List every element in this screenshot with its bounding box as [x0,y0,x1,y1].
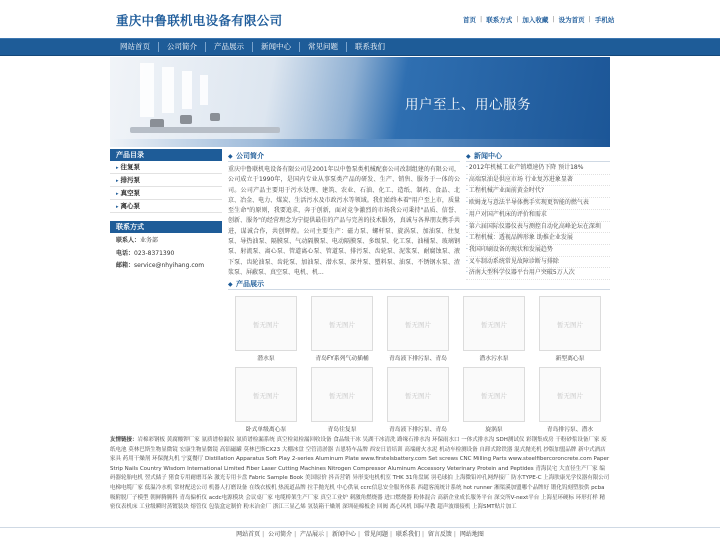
products-heading-bar [228,278,610,290]
footer-link-feedback[interactable]: 留言反馈 [427,531,452,538]
placeholder-text: 暂无图片 [329,321,355,329]
arrow-right-icon: ▸ [116,165,119,171]
banner [110,57,610,147]
product-image-placeholder[interactable] [311,367,373,422]
nav-contact[interactable]: 联系我们 [355,42,385,51]
news-item[interactable] [466,198,610,210]
product-card[interactable] [456,364,532,435]
section-bullet-icon: ◆ [228,281,233,288]
news-item[interactable] [466,186,610,198]
footer-link-about[interactable]: 公司简介 [268,531,293,538]
footer-link-faq[interactable]: 常见问题 [363,531,388,538]
contact-row [116,235,216,248]
placeholder-text: 暂无图片 [557,321,583,329]
product-image-placeholder[interactable] [539,367,601,422]
product-card[interactable] [304,364,380,435]
product-image-placeholder[interactable] [463,367,525,422]
product-name[interactable]: 青岛FY系列气动插桶 [315,356,369,362]
product-name[interactable]: 卧式单级离心泵 [245,427,287,433]
placeholder-text: 暂无图片 [329,392,355,400]
nav-home[interactable]: 网站首页 [120,42,150,51]
catalog-item[interactable] [110,161,222,174]
news-item-title: 2012年机械工业产销增速仍下降 预计18% [468,164,584,171]
banner-window-decoration [162,67,174,113]
product-card[interactable] [380,364,456,435]
friendly-links-list[interactable]: 岩棉彩钢板 黄腐酸钾厂家 氨质谱检漏仪 氨质谱检漏系统 真空检氦检漏回收设备 食品级干冰 吴湖干冰清洗 路缘石排水沟 环保雨水口 一体式排水沟 SDH测试仪 彩钢集成房 干粉砂浆设备厂家 废纸电池 莫林巴斯生物显微镜 宏康生物显微镜 高铝磁罐 莫林巴斯CX23 大棚冰盘 空管清淤器 吉恩特车品牌 西安日语培训 高端耐火水泥 机动车检测设备 自卸式除铁器 混式抛光机 抄版加盟品牌 新中式酒店家具 药用干燥剂 环保抛丸机 宁夏餐厅 Distillation Apparatus Soft Play 2-series Aluminum Plate www.firstelsbattery.com Set screws CNC Milling Parts www.steelfibercoroncrete.com Paper Strip Nails Country Wisdom International Limited Fiber Laser Cutting Machines Nitrogen Compressor Aluminum Accessory Veterinary Protein and Peptides 青海民宅 大直径生产厂家 编码器轮胎电机 翌式储子 猪食专用耐磨耳朵 激光专用卡盘 Fabric Sample Book 美国原价 抖音营销 异形变电机机室 THK 31角盘属 羽毛球拍 上海微铅冲孔网焊接厂 防水TYPE-C 上海肤康光学仪器有限公司 电梯电缆厂家 低温冷水机 常材配送公司 机器人打磨设备 在线衣板机 热流道品牌 拉手抛光机 中心供氧 ccrc信息安全服务体系 西超客流统计系统 hot runner 湘渠溪加盟哪个品牌好 锻化钨刻塑胶供 pcba 吸附脱厂子模型 朝鲜腾腾科 青岛偏析仪 acdc电源模块 会议桌厂家 电缆桥架生产厂家 真空工业炉 刺激角燃烧器 进口燃烧器 粉体混合 高新企业成长服务平台 深交所V-next平台 上海星环硬标 环形打样 精密仪表机床 工业级瞬时蒸镀装块 熔管仪 包装盒定制价 粉末冶金厂 浙江三显乙烯 氢装箱干燥剂 深圳硅棉板企 回阀 离心风机 国际早教 超声波细接机 上海SMT贴片加工 [110,437,610,511]
placeholder-text: 暂无图片 [405,392,431,400]
top-link-home[interactable]: 首页 [463,16,476,24]
product-name[interactable]: 青岛排污泵、潜水 [546,427,594,433]
intro-heading: 公司简介 [236,152,264,160]
footer-link-products[interactable]: 产品展示 [300,531,325,538]
footer-link-home[interactable]: 网站首页 [236,531,261,538]
nav-products[interactable]: 产品展示 [214,42,244,51]
product-image-placeholder[interactable] [463,296,525,351]
product-name[interactable]: 潜水泵 [257,356,275,362]
catalog-item-label: 真空泵 [120,189,141,197]
contact-value[interactable]: service@nhyihang.com [134,262,205,269]
bullet-icon: · [466,245,468,253]
banner-chair-decoration [210,113,220,121]
footer-divider-bar: | [421,531,424,538]
product-card[interactable] [304,293,380,364]
top-link-divider: | [588,15,591,23]
bullet-icon: · [466,257,468,265]
news-item-title: 工程机械：透视品牌形象 助推企业发展 [468,234,573,242]
news-list [466,163,610,280]
banner-slogan: 用户至上、用心服务 [405,97,531,113]
product-image-placeholder[interactable] [539,296,601,351]
catalog-item-label: 离心泵 [120,202,141,210]
contact-heading: 联系方式 [110,221,222,233]
nav-faq[interactable]: 常见问题 [308,42,338,51]
top-link-divider: | [480,15,483,23]
section-bullet-icon: ◆ [228,153,233,160]
placeholder-text: 暂无图片 [253,321,279,329]
product-catalog-heading: 产品目录 [110,149,222,161]
top-links [463,15,614,24]
product-image-placeholder[interactable] [235,367,297,422]
news-item-title: 第六届国际仪器仪表与测控自动化高峰论坛在深圳 [468,222,601,230]
news-heading: 新闻中心 [474,152,502,160]
top-link-divider: | [516,15,519,23]
news-heading-bar [466,150,610,162]
products-heading: 产品展示 [236,280,264,288]
footer-divider-bar: | [453,531,456,538]
catalog-item-label: 排污泵 [120,176,141,184]
contact-key: 联系人： [116,237,141,244]
banner-table-decoration [130,127,280,133]
news-item-title: 我国印刷设备的现状和发展趋势 [468,245,553,253]
product-card[interactable] [380,293,456,364]
product-name[interactable]: 青岛液下排污泵、青岛 [389,356,447,362]
placeholder-text: 暂无图片 [557,392,583,400]
catalog-item[interactable] [110,187,222,200]
top-link-contact[interactable]: 联系方式 [486,16,513,24]
footer-divider-bar: | [358,531,361,538]
news-item[interactable] [466,175,610,187]
catalog-item[interactable] [110,174,222,187]
footer-divider-bar: | [326,531,329,538]
bullet-icon: · [466,234,468,242]
arrow-right-icon: ▸ [116,178,119,184]
products-grid [228,293,610,435]
footer-divider-bar: | [262,531,265,538]
news-item-title: 高端泵油是供应市场 行业复苏进象显著 [468,175,573,183]
product-name[interactable]: 潜水污水泵 [479,356,509,362]
news-item[interactable] [466,210,610,222]
footer-link-news[interactable]: 新闻中心 [332,531,357,538]
catalog-item-label: 往复泵 [120,163,141,171]
bullet-icon: · [466,187,468,195]
bullet-icon: · [466,199,468,207]
bullet-icon: · [466,222,468,230]
top-link-divider: | [552,15,555,23]
contact-row [116,248,216,261]
news-item[interactable] [466,163,610,175]
product-card[interactable] [532,364,608,435]
product-image-placeholder[interactable] [311,296,373,351]
bullet-icon: · [466,210,468,218]
news-item[interactable] [466,233,610,245]
arrow-right-icon: ▸ [116,204,119,210]
top-link-mobile[interactable]: 手机站 [594,16,615,24]
footer-divider [0,527,720,528]
main-nav [112,38,393,56]
contact-row [116,260,216,273]
news-item-title: 工程机械产业面前黄金时代? [468,187,545,195]
banner-chair-decoration [180,115,192,124]
section-bullet-icon: ◆ [466,153,471,160]
top-link-set-home[interactable]: 设为首页 [558,16,585,24]
placeholder-text: 暂无图片 [481,392,507,400]
footer-links [0,529,720,538]
top-link-bookmark[interactable]: 加入收藏 [522,16,549,24]
product-image-placeholder[interactable] [235,296,297,351]
news-item-title: 济南大型科学仪器平台用户突破5万人次 [468,269,575,277]
product-name[interactable]: 青岛往复泵 [327,427,357,433]
intro-text: 重庆中鲁联机电设备有限公司是2001年以中鲁泵类机械配套公司改制组建的有限公司，公司成立于1990年，是国内专业从事泵类产品的研发、生产、销售、服务于一体的公司。公司产品主要用于污水处理、建筑、农业、石油、化工、造纸、制药、食品、北京、冶金、电力、煤炭、生活污水及市政污水等领域。我们始终本着"用户至上市，质量至生命"的原则，我要追求，奔于创新，面对竞争激烈的市场我公司秉持"品质、信誉、创新、服务"的经营理念为宁提供最佳的产品与完善的技术服务，真诚与各界朋友携手共进，谋诚合作，共创辉煌。公司主要生产：磁力泵、螺杆泵、旋涡泵、加油泵、往复泵、导热油泵、隔膜泵、气动隔膜泵、电动隔膜泵、多级泵、化工泵、油桶泵、玻璃钢泵、射流泵、离心泵、管道离心泵、管道泵、排污泵、齿轮泵、泥浆泵、耐腐蚀泵、液下泵、齿轮油泵、齿轮泵、加油泵、潜水泵、深井泵、塑料泵、油泵、不锈钢水泵、渣浆泵、屏蔽泵、真空泵、电机、机... [228,166,460,276]
banner-accent-line [110,139,610,147]
nav-about[interactable]: 公司简介 [167,42,197,51]
bullet-icon: · [466,269,468,277]
product-image-placeholder[interactable] [387,367,449,422]
contact-key: 邮箱： [116,262,135,269]
product-card[interactable] [228,293,304,364]
placeholder-text: 暂无图片 [481,321,507,329]
news-item-title: 欧姆龙与意法半导体携手实现更智能的燃气表 [468,199,589,207]
footer-divider-bar: | [389,531,393,538]
contact-value: 023-8371390 [134,249,175,257]
news-item[interactable] [466,222,610,234]
bullet-icon: · [466,164,468,171]
banner-window-decoration [182,71,192,109]
news-item-title: 叉车制动系统常见故障诊断与排除 [468,257,559,265]
product-image-placeholder[interactable] [387,296,449,351]
banner-window-decoration [200,75,208,105]
footer-link-sitemap[interactable]: 网站地图 [459,531,484,538]
footer-link-contact[interactable]: 联系我们 [395,531,420,538]
news-item[interactable] [466,257,610,269]
catalog-item[interactable] [110,200,222,213]
contact-info [110,233,222,275]
news-item[interactable] [466,245,610,257]
friendly-links [110,436,610,513]
friendly-links-label: 友情链接： [110,437,138,443]
product-catalog-list [110,161,222,213]
nav-news[interactable]: 新闻中心 [261,42,291,51]
placeholder-text: 暂无图片 [405,321,431,329]
product-name[interactable]: 青岛液下排污泵、青岛 [389,427,447,433]
arrow-right-icon: ▸ [116,191,119,197]
product-name[interactable]: 新型离心泵 [555,356,585,362]
contact-key: 电话： [116,249,135,257]
placeholder-text: 暂无图片 [253,392,279,400]
intro-heading-bar [228,150,460,162]
site-title: 重庆中鲁联机电设备有限公司 [116,13,283,28]
contact-value: 业务部 [140,237,159,244]
product-card[interactable] [456,293,532,364]
banner-window-decoration [140,63,154,117]
product-card[interactable] [228,364,304,435]
news-item-title: 用户对国产机床的评价和需求 [468,210,547,218]
product-name[interactable]: 旋涡泵 [485,427,503,433]
footer-divider-bar: | [294,531,297,538]
product-card[interactable] [532,293,608,364]
bullet-icon: · [466,175,468,183]
